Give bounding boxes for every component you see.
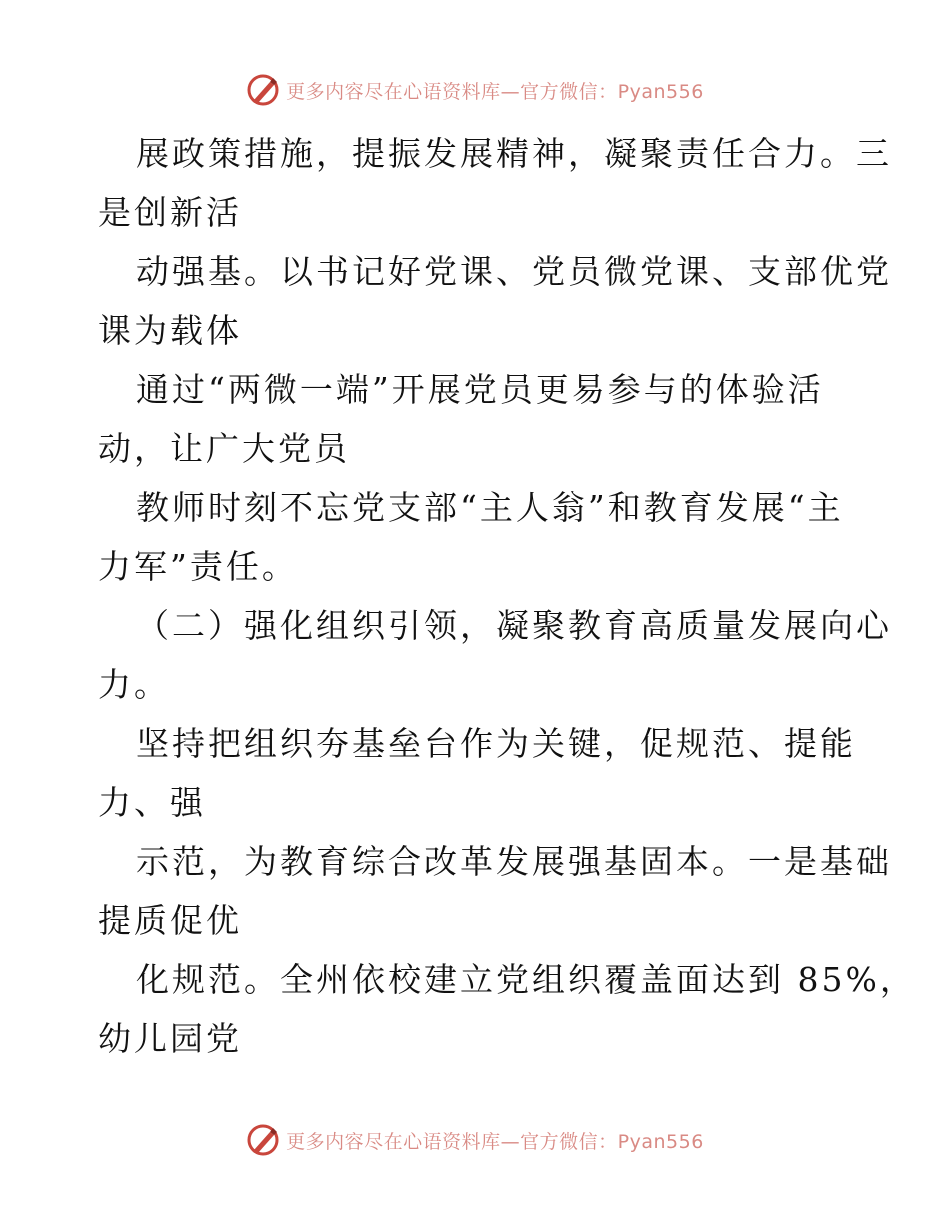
paragraph	[98, 478, 858, 596]
paragraph-line: 动强基。以书记好党课、党员微党课、支部优党	[136, 252, 892, 291]
paragraph	[98, 242, 892, 360]
paragraph-line: 通过“两微一端”开展党员更易参与的体验活	[136, 370, 824, 409]
document-body	[98, 124, 916, 1068]
footer-banner	[0, 1120, 950, 1160]
footer-banner-inner	[246, 1123, 704, 1157]
paragraph	[98, 596, 892, 714]
paragraph	[98, 714, 858, 832]
paragraph-line: 力军”责任。	[98, 547, 298, 586]
paragraph-line: 力、强	[98, 783, 206, 822]
paragraph-line: （二）强化组织引领，凝聚教育高质量发展向心	[136, 606, 892, 645]
pen-logo-icon	[246, 1123, 280, 1157]
header-banner-text	[286, 77, 704, 104]
paragraph-line: 展政策措施，提振发展精神，凝聚责任合力。三	[136, 134, 892, 173]
header-banner-inner	[246, 73, 704, 107]
footer-site-name: 更多内容尽在心语资料库	[286, 1130, 501, 1153]
header-site-name: 更多内容尽在心语资料库	[286, 80, 501, 103]
paragraph-line: 化规范。全州依校建立党组织覆盖面达到 85%，	[136, 960, 916, 999]
paragraph-line: 课为载体	[98, 311, 242, 350]
footer-wechat: 官方微信：Pyan556	[520, 1130, 704, 1153]
paragraph	[98, 832, 892, 950]
header-banner	[0, 70, 950, 110]
header-wechat: 官方微信：Pyan556	[520, 80, 704, 103]
paragraph-line: 提质促优	[98, 901, 242, 940]
footer-dash: —	[500, 1130, 521, 1153]
paragraph-line: 是创新活	[98, 193, 242, 232]
paragraph	[98, 950, 916, 1068]
paragraph-line: 示范，为教育综合改革发展强基固本。一是基础	[136, 842, 892, 881]
paragraph-line: 幼儿园党	[98, 1019, 242, 1058]
header-dash: —	[500, 80, 521, 103]
paragraph-line: 动，让广大党员	[98, 429, 350, 468]
paragraph	[98, 360, 858, 478]
paragraph-line: 坚持把组织夯基垒台作为关键，促规范、提能	[136, 724, 856, 763]
footer-banner-text	[286, 1127, 704, 1154]
paragraph-line: 力。	[98, 665, 170, 704]
paragraph	[98, 124, 892, 242]
pen-logo-icon	[246, 73, 280, 107]
paragraph-line: 教师时刻不忘党支部“主人翁”和教育发展“主	[136, 488, 844, 527]
